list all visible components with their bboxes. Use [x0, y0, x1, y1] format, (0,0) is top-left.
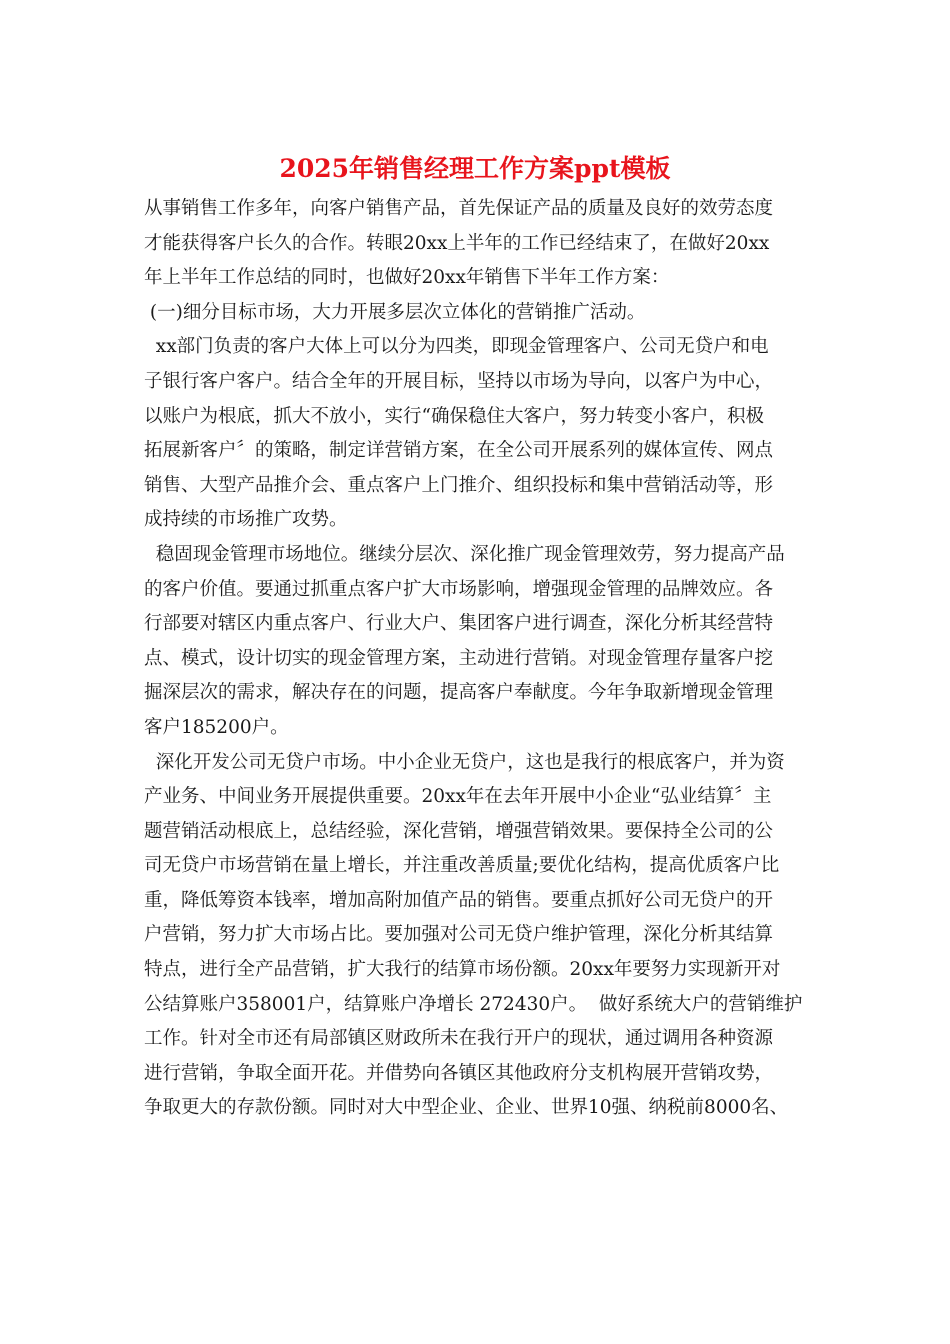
- body-line: 点、模式，设计切实的现金管理方案，主动进行营销。对现金管理存量客户挖: [144, 647, 774, 669]
- body-line: 的客户价值。要通过抓重点客户扩大市场影响，增强现金管理的品牌效应。各: [144, 578, 774, 600]
- body-line: 进行营销，争取全面开花。并借势向各镇区其他政府分支机构展开营销攻势，: [144, 1062, 774, 1084]
- body-line: 特点，进行全产品营销，扩大我行的结算市场份额。20xx年要努力实现新开对: [144, 959, 781, 981]
- body-line: 重，降低筹资本钱率，增加高附加值产品的销售。要重点抓好公司无贷户的开: [144, 889, 774, 911]
- body-line: 司无贷户市场营销在量上增长，并注重改善质量;要优化结构，提高优质客户比: [144, 855, 780, 877]
- body-line: 销售、大型产品推介会、重点客户上门推介、组织投标和集中营销活动等，形: [144, 474, 774, 496]
- body-line: 才能获得客户长久的合作。转眼20xx上半年的工作已经结束了，在做好20xx: [144, 232, 770, 254]
- document-title: 2025年销售经理工作方案ppt模板: [279, 154, 671, 183]
- body-line: xx部门负责的客户大体上可以分为四类，即现金管理客户、公司无贷户和电: [144, 336, 769, 358]
- body-line: 争取更大的存款份额。同时对大中型企业、企业、世界10强、纳税前8000名、: [144, 1097, 789, 1119]
- body-line: 公结算账户358001户，结算账户净增长 272430户。 做好系统大户的营销维护: [144, 993, 803, 1015]
- document-body: [144, 192, 804, 1126]
- body-line: 稳固现金管理市场地位。继续分层次、深化推广现金管理效劳，努力提高产品: [144, 543, 785, 565]
- body-line: 户营销，努力扩大市场占比。要加强对公司无贷户维护管理，深化分析其结算: [144, 924, 774, 946]
- body-line: 成持续的市场推广攻势。: [144, 509, 348, 531]
- body-line: 工作。针对全市还有局部镇区财政所未在我行开户的现状，通过调用各种资源: [144, 1028, 774, 1050]
- body-line: 子银行客户客户。结合全年的开展目标，坚持以市场为导向，以客户为中心，: [144, 370, 774, 392]
- body-line: 从事销售工作多年，向客户销售产品，首先保证产品的质量及良好的效劳态度: [144, 198, 774, 219]
- body-line: 年上半年工作总结的同时，也做好20xx年销售下半年工作方案：: [144, 267, 670, 289]
- body-line: 掘深层次的需求，解决存在的问题，提高客户奉献度。今年争取新增现金管理: [144, 682, 774, 704]
- body-line: 以账户为根底，抓大不放小，实行“确保稳住大客户，努力转变小客户，积极: [144, 405, 764, 427]
- body-line: 行部要对辖区内重点客户、行业大户、集团客户进行调查，深化分析其经营特: [144, 613, 774, 635]
- body-line: 客户185200户。: [144, 716, 289, 738]
- body-line: 题营销活动根底上，总结经验，深化营销，增强营销效果。要保持全公司的公: [144, 820, 774, 842]
- body-line: 拓展新客户〞的策略，制定详营销方案，在全公司开展系列的媒体宣传、网点: [144, 440, 774, 462]
- body-line: 产业务、中间业务开展提供重要。20xx年在去年开展中小企业“弘业结算〞主: [144, 786, 772, 808]
- body-line: 深化开发公司无贷户市场。中小企业无贷户，这也是我行的根底客户，并为资: [144, 751, 785, 773]
- body-line: (一)细分目标市场，大力开展多层次立体化的营销推广活动。: [144, 301, 646, 323]
